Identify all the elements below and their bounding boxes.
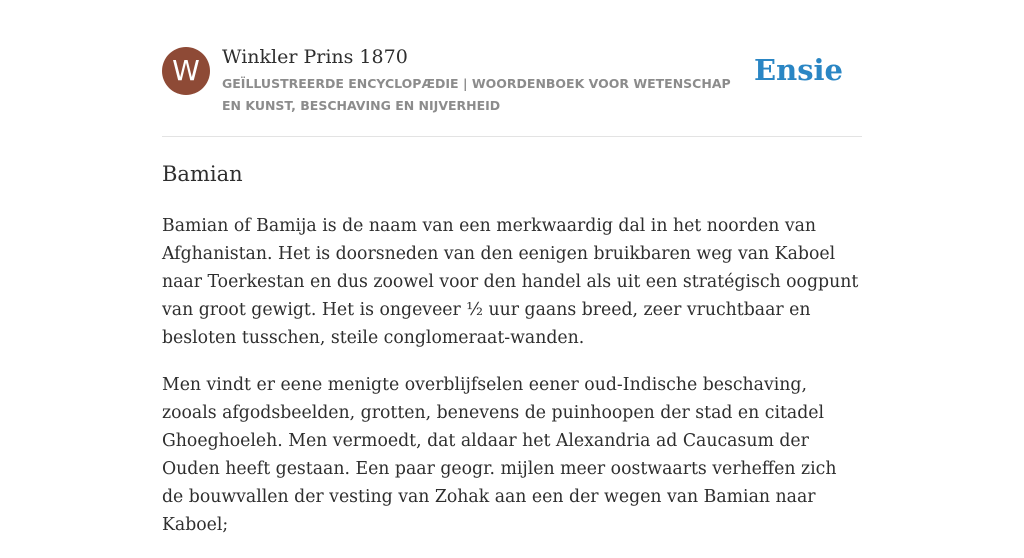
source-subtitle: GEÏLLUSTREERDE ENCYCLOPÆDIE | WOORDENBOEK VOOR WETENSCHAP EN KUNST, BESCHAVING EN NIJVERHEID [222, 76, 731, 113]
source-avatar[interactable]: W [162, 47, 210, 95]
article-paragraph: Men vindt er eene menigte overblijfselen eener oud-Indische beschaving, zooals afgodsbeelden, grotten, benevens de puinhoopen der stad en citadel Ghoeghoeleh. Men vermoedt, dat aldaar het Alexandria ad Caucasum der Ouden heeft gestaan. Een paar geogr. mijlen meer oostwaarts verheffen zich de bouwvallen der vesting van Zohak aan een der wegen van Bamian naar Kaboel; [162, 375, 837, 535]
source-title[interactable]: Winkler Prins 1870 [222, 46, 408, 68]
ensie-logo-link[interactable]: Ensie [754, 53, 843, 87]
article-body [162, 212, 862, 558]
article-title: Bamian [162, 162, 243, 186]
source-header [162, 44, 862, 137]
article-paragraph: Bamian of Bamija is de naam van een merkwaardig dal in het noorden van Afghanistan. Het is doorsneden van den eenigen bruikbaren weg van Kaboel naar Toerkestan en dus zoowel voor den handel als uit een stratégisch oogpunt van groot gewigt. Het is ongeveer ½ uur gaans breed, zeer vruchtbaar en besloten tusschen, steile conglomeraat-wanden. [162, 216, 859, 348]
